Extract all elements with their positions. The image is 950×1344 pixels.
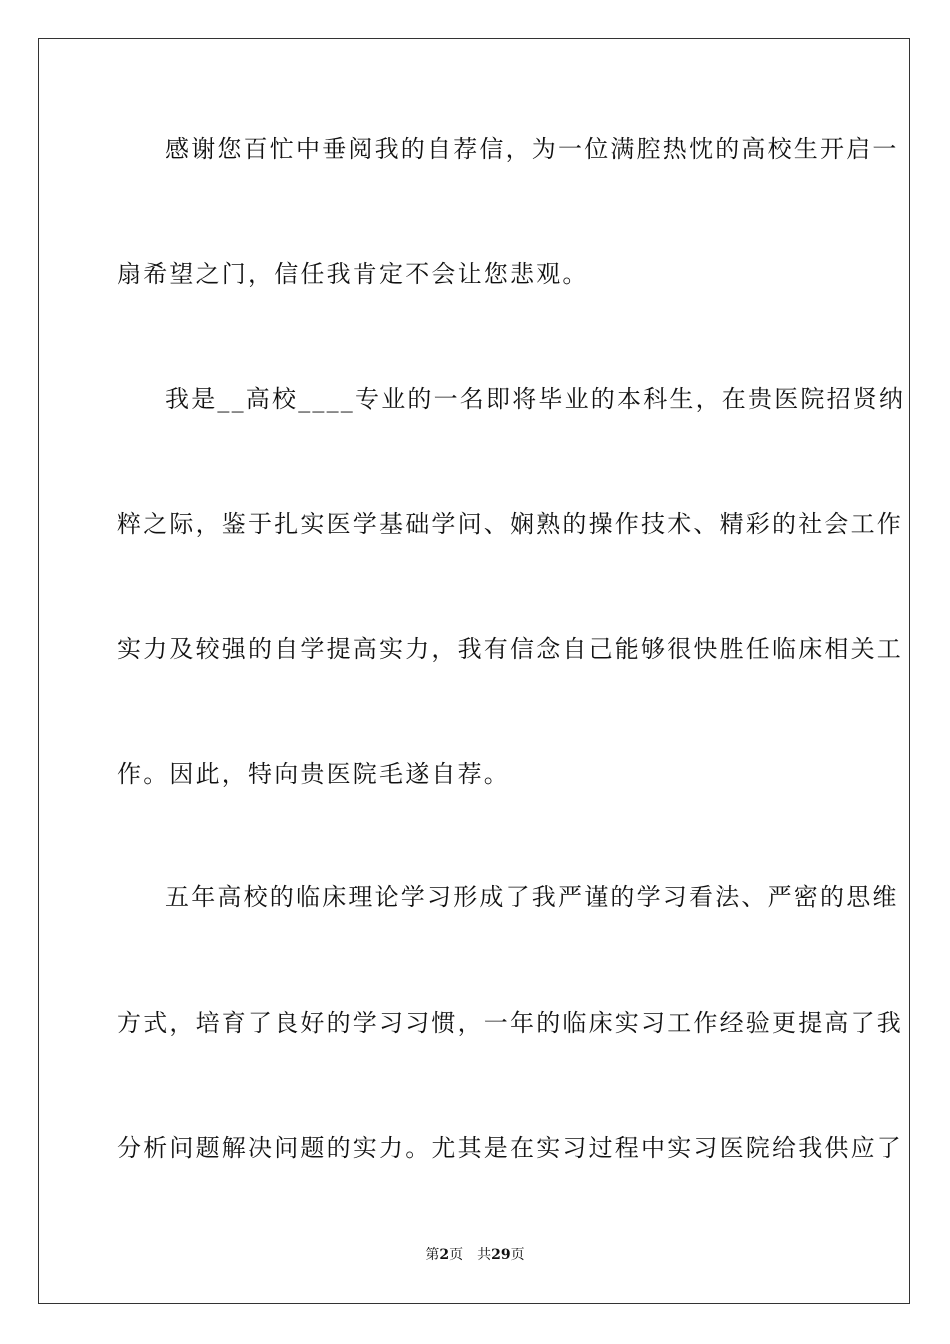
paragraph-3-line-1: 五年高校的临床理论学习形成了我严谨的学习看法、严密的思维 (165, 883, 899, 911)
paragraph-3-line-3: 分析问题解决问题的实力。尤其是在实习过程中实习医院给我供应了 (117, 1134, 903, 1162)
paragraph-2-line-2: 粹之际，鉴于扎实医学基础学问、娴熟的操作技术、精彩的社会工作 (117, 510, 903, 538)
paragraph-3-line-2: 方式，培育了良好的学习习惯，一年的临床实习工作经验更提高了我 (117, 1009, 903, 1037)
paragraph-2-line-4: 作。因此，特向贵医院毛遂自荐。 (117, 760, 510, 788)
page-number: 2 (439, 1247, 450, 1263)
page-prefix: 第 (425, 1247, 440, 1263)
total-pages: 29 (491, 1247, 511, 1263)
paragraph-1-line-1: 感谢您百忙中垂阅我的自荐信，为一位满腔热忱的高校生开启一 (165, 135, 899, 163)
paragraph-1-line-2: 扇希望之门，信任我肯定不会让您悲观。 (117, 260, 589, 288)
paragraph-2-line-3: 实力及较强的自学提高实力，我有信念自己能够很快胜任临床相关工 (117, 635, 903, 663)
total-suffix: 页 (510, 1247, 525, 1263)
paragraph-2-line-1: 我是__高校____专业的一名即将毕业的本科生，在贵医院招贤纳 (165, 385, 906, 413)
page-suffix: 页 (449, 1247, 464, 1263)
page-footer (0, 1246, 950, 1264)
page-border (38, 38, 910, 1304)
total-prefix: 共 (477, 1247, 492, 1263)
